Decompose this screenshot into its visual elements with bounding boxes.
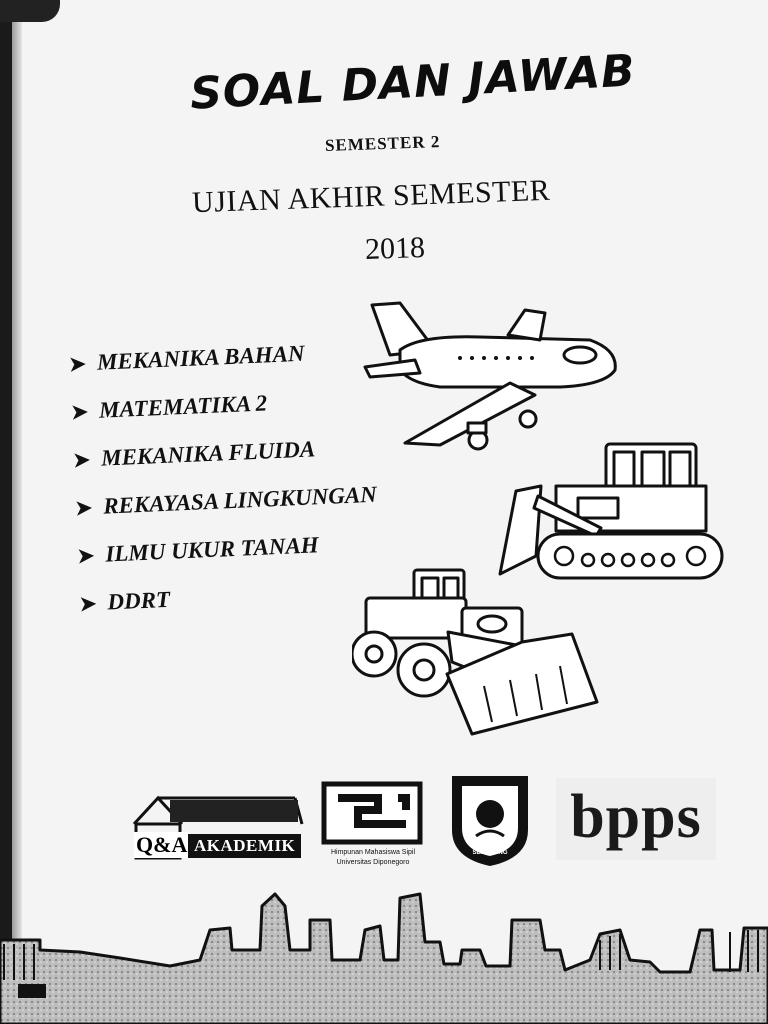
subject-label: MEKANIKA FLUIDA — [100, 436, 316, 471]
arrow-bullet-icon: ➤ — [74, 497, 93, 520]
arrow-bullet-icon: ➤ — [70, 401, 89, 424]
hms-caption-line2: Universitas Diponegoro — [336, 859, 410, 866]
subject-label: DDRT — [106, 586, 171, 615]
arrow-bullet-icon: ➤ — [72, 449, 91, 472]
hms-caption-line1: Himpunan Mahasiswa Sipil — [330, 849, 416, 856]
city-skyline-icon — [0, 880, 768, 1024]
exam-year: 2018 — [364, 230, 426, 267]
hms-logo — [318, 780, 428, 880]
exam-title: UJIAN AKHIR SEMESTER — [191, 173, 551, 220]
corner-mark — [0, 0, 60, 22]
wheel-loader-icon — [352, 562, 600, 740]
seal-caption: SEMARANG — [472, 850, 508, 856]
arrow-bullet-icon: ➤ — [76, 545, 95, 568]
subject-label: REKAYASA LINGKUNGAN — [102, 481, 378, 519]
arrow-bullet-icon: ➤ — [79, 593, 97, 616]
bpps-logo: bpps — [556, 778, 716, 860]
hms-caption — [318, 848, 428, 868]
qa-akademik-logo — [130, 792, 305, 862]
semester-label: SEMESTER 2 — [324, 131, 441, 156]
qa-text: Q&A — [136, 832, 188, 857]
subject-label: MEKANIKA BAHAN — [96, 340, 306, 375]
university-seal — [448, 770, 532, 870]
subject-label: MATEMATIKA 2 — [98, 390, 268, 423]
cover-title: SOAL DAN JAWAB — [188, 45, 637, 120]
arrow-bullet-icon: ➤ — [68, 353, 87, 376]
hms-emblem-icon — [318, 780, 428, 846]
subject-list — [68, 327, 382, 628]
subject-label: ILMU UKUR TANAH — [104, 532, 320, 567]
sponsor-logos — [0, 770, 768, 880]
akademik-text: AKADEMIK — [188, 834, 301, 858]
